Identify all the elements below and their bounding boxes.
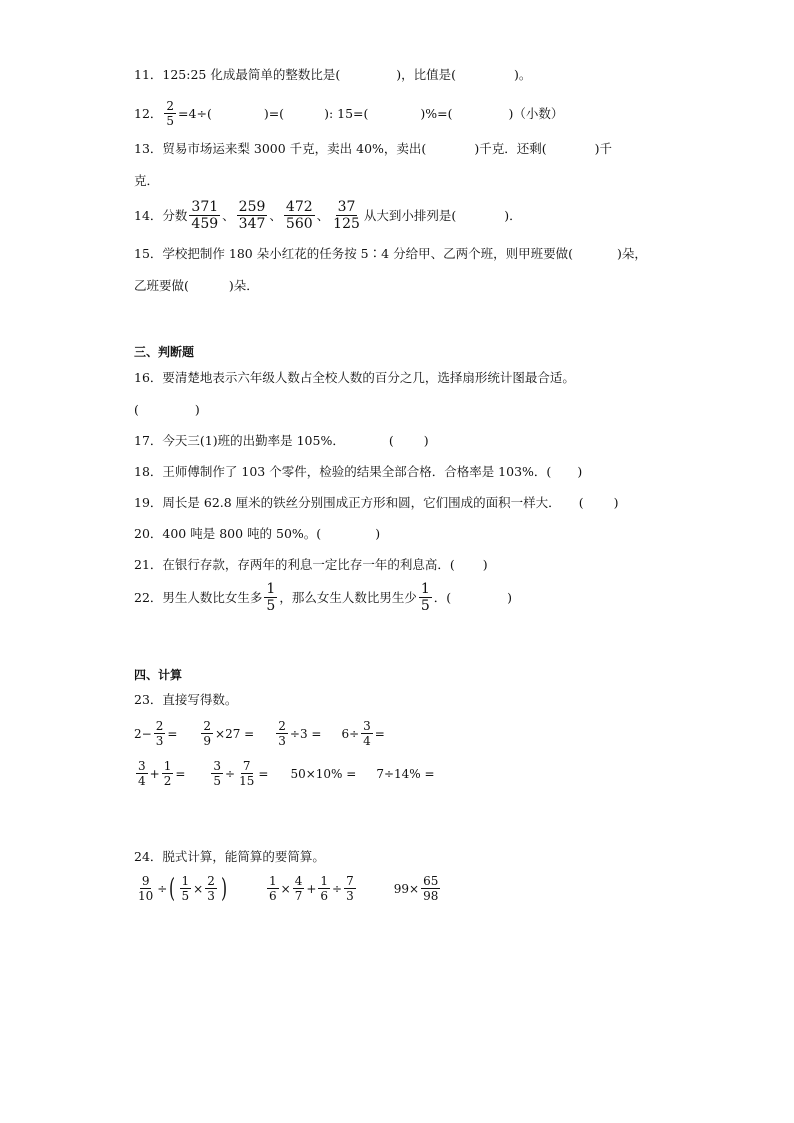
expr-24-3: 99× $\frac{65}{98}$ (393, 874, 439, 903)
q11-text-a: 11．125:25 化成最简单的整数比是( (134, 67, 341, 82)
question-19: 19．周长是 62.8 厘米的铁丝分别围成正方形和圆，它们围成的面积一样大． ( ) (134, 495, 619, 510)
section-calc-title: 四、计算 (134, 668, 183, 682)
expr-6: $\frac{3}{5}$ ÷ $\frac{7}{15}$ = (213, 759, 269, 788)
question-23-row-2 (134, 760, 435, 787)
q22-fraction-2: $\frac{1}{5}$ (420, 581, 430, 614)
expr-3: $\frac{2}{3}$ ÷3 = (278, 719, 322, 748)
expr-24-1: $\frac{9}{10}$ ÷ ( $\frac{1}{5}$ × $\frac{2}{3}$ ) (138, 873, 227, 904)
question-15-cont: 乙班要做( )朵． (134, 278, 259, 293)
question-12: 12． $\frac{2}{5}$ =4÷( )=( ): 15=( )%=( )（小数） (134, 99, 564, 128)
expr-24-2: $\frac{1}{6}$ × $\frac{4}{7}$ + $\frac{1}{6}$ ÷ $\frac{7}{3}$ (269, 874, 354, 903)
q14-fraction-2: $\frac{259}{347}$ (238, 199, 266, 232)
question-22: 22．男生人数比女生多 $\frac{1}{5}$ ，那么女生人数比男生少 $\frac{1}{5}$ ．( ) (134, 581, 513, 614)
expr-7: 50×10% = (290, 766, 357, 781)
question-21: 21．在银行存款，存两年的利息一定比存一年的利息高．( ) (134, 557, 488, 572)
expr-5: $\frac{3}{4}$ + $\frac{1}{2}$ = (138, 759, 186, 788)
q11-text-b: )，比值是( (396, 67, 456, 82)
q14-fraction-1: $\frac{371}{459}$ (191, 199, 219, 232)
question-17: 17．今天三(1)班的出勤率是 105%． ( ) (134, 433, 429, 448)
question-14: 14．分数 $\frac{371}{459}$ 、 $\frac{259}{347}$ 、 $\frac{472}{560}$ 、 $\frac{37}{125}$ 从大到小排列是( )． (134, 199, 522, 232)
q14-fraction-4: $\frac{37}{125}$ (333, 199, 360, 232)
question-18: 18．王师傅制作了 103 个零件，检验的结果全部合格．合格率是 103%．( ) (134, 464, 583, 479)
question-13: 13．贸易市场运来梨 3000 千克，卖出 40%，卖出( )千克．还剩( )千 (134, 141, 612, 156)
question-20: 20．400 吨是 800 吨的 50%。( ) (134, 526, 381, 541)
q22-fraction-1: $\frac{1}{5}$ (266, 581, 276, 614)
question-13-cont: 克． (134, 173, 160, 188)
section-judge-title: 三、判断题 (134, 345, 195, 359)
expr-2: $\frac{2}{9}$ ×27 = (203, 719, 255, 748)
q12-fraction: $\frac{2}{5}$ (166, 99, 175, 128)
question-16-answer: ( ) (134, 402, 200, 417)
q11-text-c: )。 (514, 67, 532, 82)
expr-8: 7÷14% = (376, 766, 435, 781)
question-16: 16．要清楚地表示六年级人数占全校人数的百分之几，选择扇形统计图最合适。 (134, 370, 575, 385)
question-24-title: 24．脱式计算，能简算的要简算。 (134, 849, 325, 864)
q14-fraction-3: $\frac{472}{560}$ (285, 199, 313, 232)
question-23-row-1 (134, 720, 385, 747)
question-23-title: 23．直接写得数。 (134, 692, 238, 707)
question-11 (134, 66, 531, 84)
question-15: 15．学校把制作 180 朵小红花的任务按 5∶4 分给甲、乙两个班，则甲班要做( )朵， (134, 246, 647, 261)
question-24-row (134, 875, 442, 902)
expr-4: 6÷ $\frac{3}{4}$ = (341, 719, 385, 748)
expr-1: 2− $\frac{2}{3}$ = (134, 719, 178, 748)
